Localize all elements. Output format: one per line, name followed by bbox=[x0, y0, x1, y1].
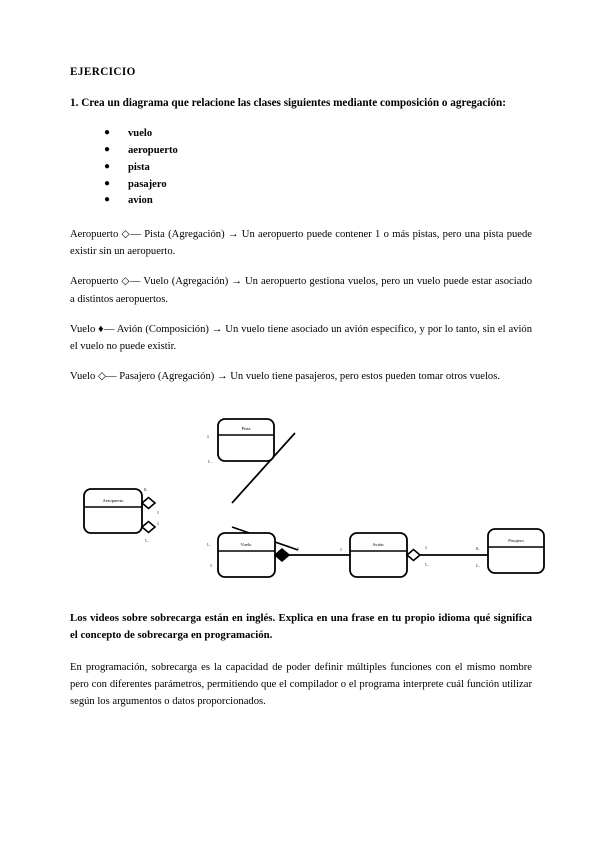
class-label-avion: Avión bbox=[372, 542, 384, 547]
class-name: avion bbox=[128, 195, 153, 207]
class-name: vuelo bbox=[128, 128, 153, 140]
class-label-vuelo: Vuelo bbox=[240, 542, 252, 547]
question-2-heading: Los videos sobre sobrecarga están en inglés. Explica en una frase en tu propio idioma qué significa el concepto de sobrecarga en programación. bbox=[70, 612, 532, 642]
relationship-paragraph: Vuelo ♦— Avión (Composición) → Un vuelo tiene asociado un avión específico, y por lo tanto, sin el avión el vuelo no puede existir. bbox=[70, 323, 532, 352]
document-body-lower bbox=[70, 610, 532, 710]
multiplicity-label: 1 bbox=[209, 563, 213, 568]
multiplicity-label: 1.. bbox=[144, 538, 150, 543]
class-box-pista bbox=[218, 419, 274, 461]
class-box-avion bbox=[350, 533, 407, 577]
multiplicity-label: 1.. bbox=[475, 563, 481, 568]
list-item bbox=[104, 193, 532, 210]
multiplicity-label: 1 bbox=[296, 546, 300, 551]
document-body bbox=[70, 66, 532, 398]
composition-diamond-icon bbox=[275, 549, 289, 561]
class-box-vuelo bbox=[218, 533, 275, 577]
list-item bbox=[104, 160, 532, 177]
multiplicity-label: 1.. bbox=[207, 459, 213, 464]
multiplicity-label: 1 bbox=[339, 547, 343, 552]
multiplicity-label: 0.. bbox=[475, 546, 481, 551]
list-item bbox=[104, 143, 532, 160]
class-box-pasajero bbox=[488, 529, 544, 573]
bullet-icon: ● bbox=[104, 194, 111, 206]
relationship-paragraph: Vuelo ◇— Pasajero (Agregación) → Un vuelo tiene pasajeros, pero estos pueden tomar otros vuelos. bbox=[70, 370, 500, 382]
uml-class-diagram bbox=[70, 415, 570, 605]
class-name: aeropuerto bbox=[128, 145, 178, 157]
class-name: pista bbox=[128, 161, 150, 173]
relationship-paragraph: Aeropuerto ◇— Vuelo (Agregación) → Un aeropuerto gestiona vuelos, pero un vuelo puede estar asociado a distintos aeropuertos. bbox=[70, 276, 532, 305]
multiplicity-label: 1 bbox=[156, 521, 160, 526]
multiplicity-label: 1 bbox=[156, 510, 160, 515]
page-title: EJERCICIO bbox=[70, 66, 136, 78]
bullet-icon: ● bbox=[104, 160, 111, 172]
class-label-pasajero: Pasajero bbox=[508, 538, 524, 543]
class-label-aeropuerto: Aeropuerto bbox=[102, 498, 124, 503]
relationship-paragraph: Aeropuerto ◇— Pista (Agregación) → Un aeropuerto puede contener 1 o más pistas, pero una pista puede existir sin un aeropuerto. bbox=[70, 229, 532, 258]
aggregation-diamond-icon bbox=[407, 550, 420, 561]
class-list bbox=[70, 126, 532, 210]
bullet-icon: ● bbox=[104, 144, 111, 156]
answer-2-paragraph: En programación, sobrecarga es la capacidad de poder definir múltiples funciones con el mismo nombre pero con diferentes parámetros, permitiendo que el compilador o el programa interprete cuál función utilizar según los argumentos o datos proporcionados. bbox=[70, 661, 532, 707]
list-item bbox=[104, 177, 532, 194]
multiplicity-label: 1.. bbox=[206, 542, 212, 547]
aggregation-diamond-icon bbox=[142, 522, 155, 533]
aggregation-diamond-icon bbox=[142, 498, 155, 509]
bullet-icon: ● bbox=[104, 127, 111, 139]
question-1-heading: 1. Crea un diagrama que relacione las clases siguientes mediante composición o agregación: bbox=[70, 97, 506, 109]
multiplicity-label: 1 bbox=[424, 545, 428, 550]
multiplicity-label: 0.. bbox=[143, 487, 149, 492]
bullet-icon: ● bbox=[104, 177, 111, 189]
class-box-aeropuerto bbox=[84, 489, 142, 533]
multiplicity-label: 1.. bbox=[424, 562, 430, 567]
class-name: pasajero bbox=[128, 178, 167, 190]
list-item bbox=[104, 126, 532, 143]
multiplicity-label: 1 bbox=[206, 434, 210, 439]
class-label-pista: Pista bbox=[241, 426, 251, 431]
